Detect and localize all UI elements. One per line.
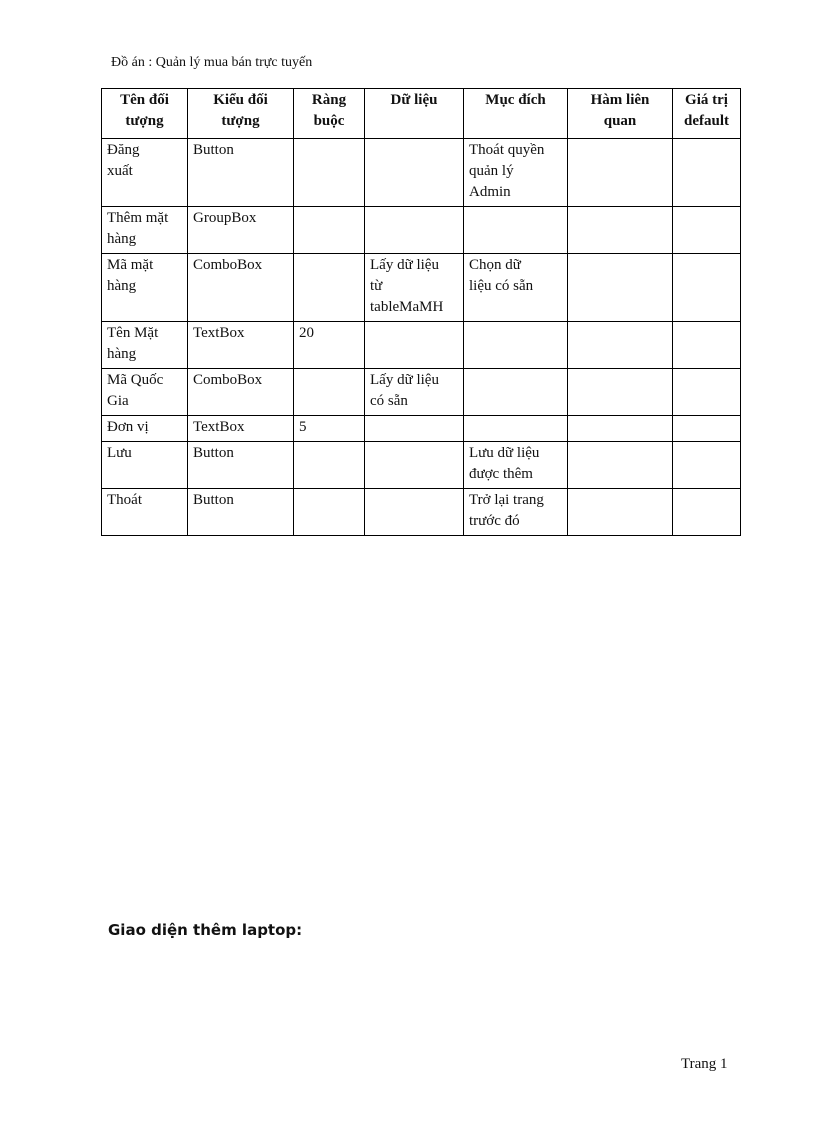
table-cell <box>464 416 568 442</box>
table-cell <box>464 207 568 254</box>
table-cell: 20 <box>294 322 365 369</box>
table-cell <box>568 369 673 416</box>
table-cell <box>568 139 673 207</box>
table-cell <box>294 254 365 322</box>
column-header-object-type: Kiểu đối tượng <box>188 89 294 139</box>
table-cell: ComboBox <box>188 254 294 322</box>
table-header-row <box>102 89 741 139</box>
table-cell <box>464 369 568 416</box>
table-row <box>102 369 741 416</box>
table-cell <box>294 442 365 489</box>
table-cell: Button <box>188 442 294 489</box>
document-header: Đồ án : Quản lý mua bán trực tuyến <box>111 55 313 70</box>
table-cell <box>365 416 464 442</box>
table-row <box>102 442 741 489</box>
table-cell <box>673 416 741 442</box>
table-cell: Thoát quyền quản lý Admin <box>464 139 568 207</box>
table-cell <box>673 254 741 322</box>
table-row <box>102 322 741 369</box>
table-cell <box>294 489 365 536</box>
table-cell <box>568 322 673 369</box>
column-header-default-value: Giá trị default <box>673 89 741 139</box>
table-cell: Lấy dữ liệu từ tableMaMH <box>365 254 464 322</box>
table-cell <box>294 369 365 416</box>
table-cell <box>365 322 464 369</box>
table-cell <box>673 442 741 489</box>
table-cell <box>294 139 365 207</box>
table-cell <box>568 416 673 442</box>
table-cell: Mã Quốc Gia <box>102 369 188 416</box>
table-cell <box>365 442 464 489</box>
table-cell: 5 <box>294 416 365 442</box>
section-heading: Giao diện thêm laptop: <box>108 921 303 939</box>
table-row <box>102 139 741 207</box>
table-cell <box>365 489 464 536</box>
table-cell <box>673 369 741 416</box>
table-cell <box>673 322 741 369</box>
table-cell <box>365 207 464 254</box>
table-cell: Lưu <box>102 442 188 489</box>
table-cell: Button <box>188 489 294 536</box>
table-cell <box>673 207 741 254</box>
table-cell <box>464 322 568 369</box>
column-header-object-name: Tên đối tượng <box>102 89 188 139</box>
table-cell: Đơn vị <box>102 416 188 442</box>
table-cell: Đăng xuất <box>102 139 188 207</box>
table-cell <box>568 489 673 536</box>
table-cell <box>365 139 464 207</box>
table-cell <box>673 139 741 207</box>
table-cell: Thêm mặt hàng <box>102 207 188 254</box>
table-cell <box>568 207 673 254</box>
object-spec-table <box>101 88 741 536</box>
table-cell: Mã mặt hàng <box>102 254 188 322</box>
column-header-data: Dữ liệu <box>365 89 464 139</box>
table-cell: Thoát <box>102 489 188 536</box>
table-cell: Lưu dữ liệu được thêm <box>464 442 568 489</box>
table-cell: Trở lại trang trước đó <box>464 489 568 536</box>
table-row <box>102 254 741 322</box>
table-cell <box>568 442 673 489</box>
column-header-constraint: Ràng buộc <box>294 89 365 139</box>
table-row <box>102 416 741 442</box>
table-cell: TextBox <box>188 416 294 442</box>
table-cell: Chọn dữ liệu có sẵn <box>464 254 568 322</box>
column-header-related-function: Hàm liên quan <box>568 89 673 139</box>
table-cell <box>673 489 741 536</box>
table-cell: Button <box>188 139 294 207</box>
table-cell: TextBox <box>188 322 294 369</box>
table-cell: Tên Mặt hàng <box>102 322 188 369</box>
page-number: Trang 1 <box>681 1056 728 1072</box>
table-row <box>102 207 741 254</box>
column-header-purpose: Mục đích <box>464 89 568 139</box>
table-cell: Lấy dữ liệu có sẵn <box>365 369 464 416</box>
table-cell <box>294 207 365 254</box>
table-row <box>102 489 741 536</box>
table-cell: GroupBox <box>188 207 294 254</box>
table-cell: ComboBox <box>188 369 294 416</box>
table-cell <box>568 254 673 322</box>
